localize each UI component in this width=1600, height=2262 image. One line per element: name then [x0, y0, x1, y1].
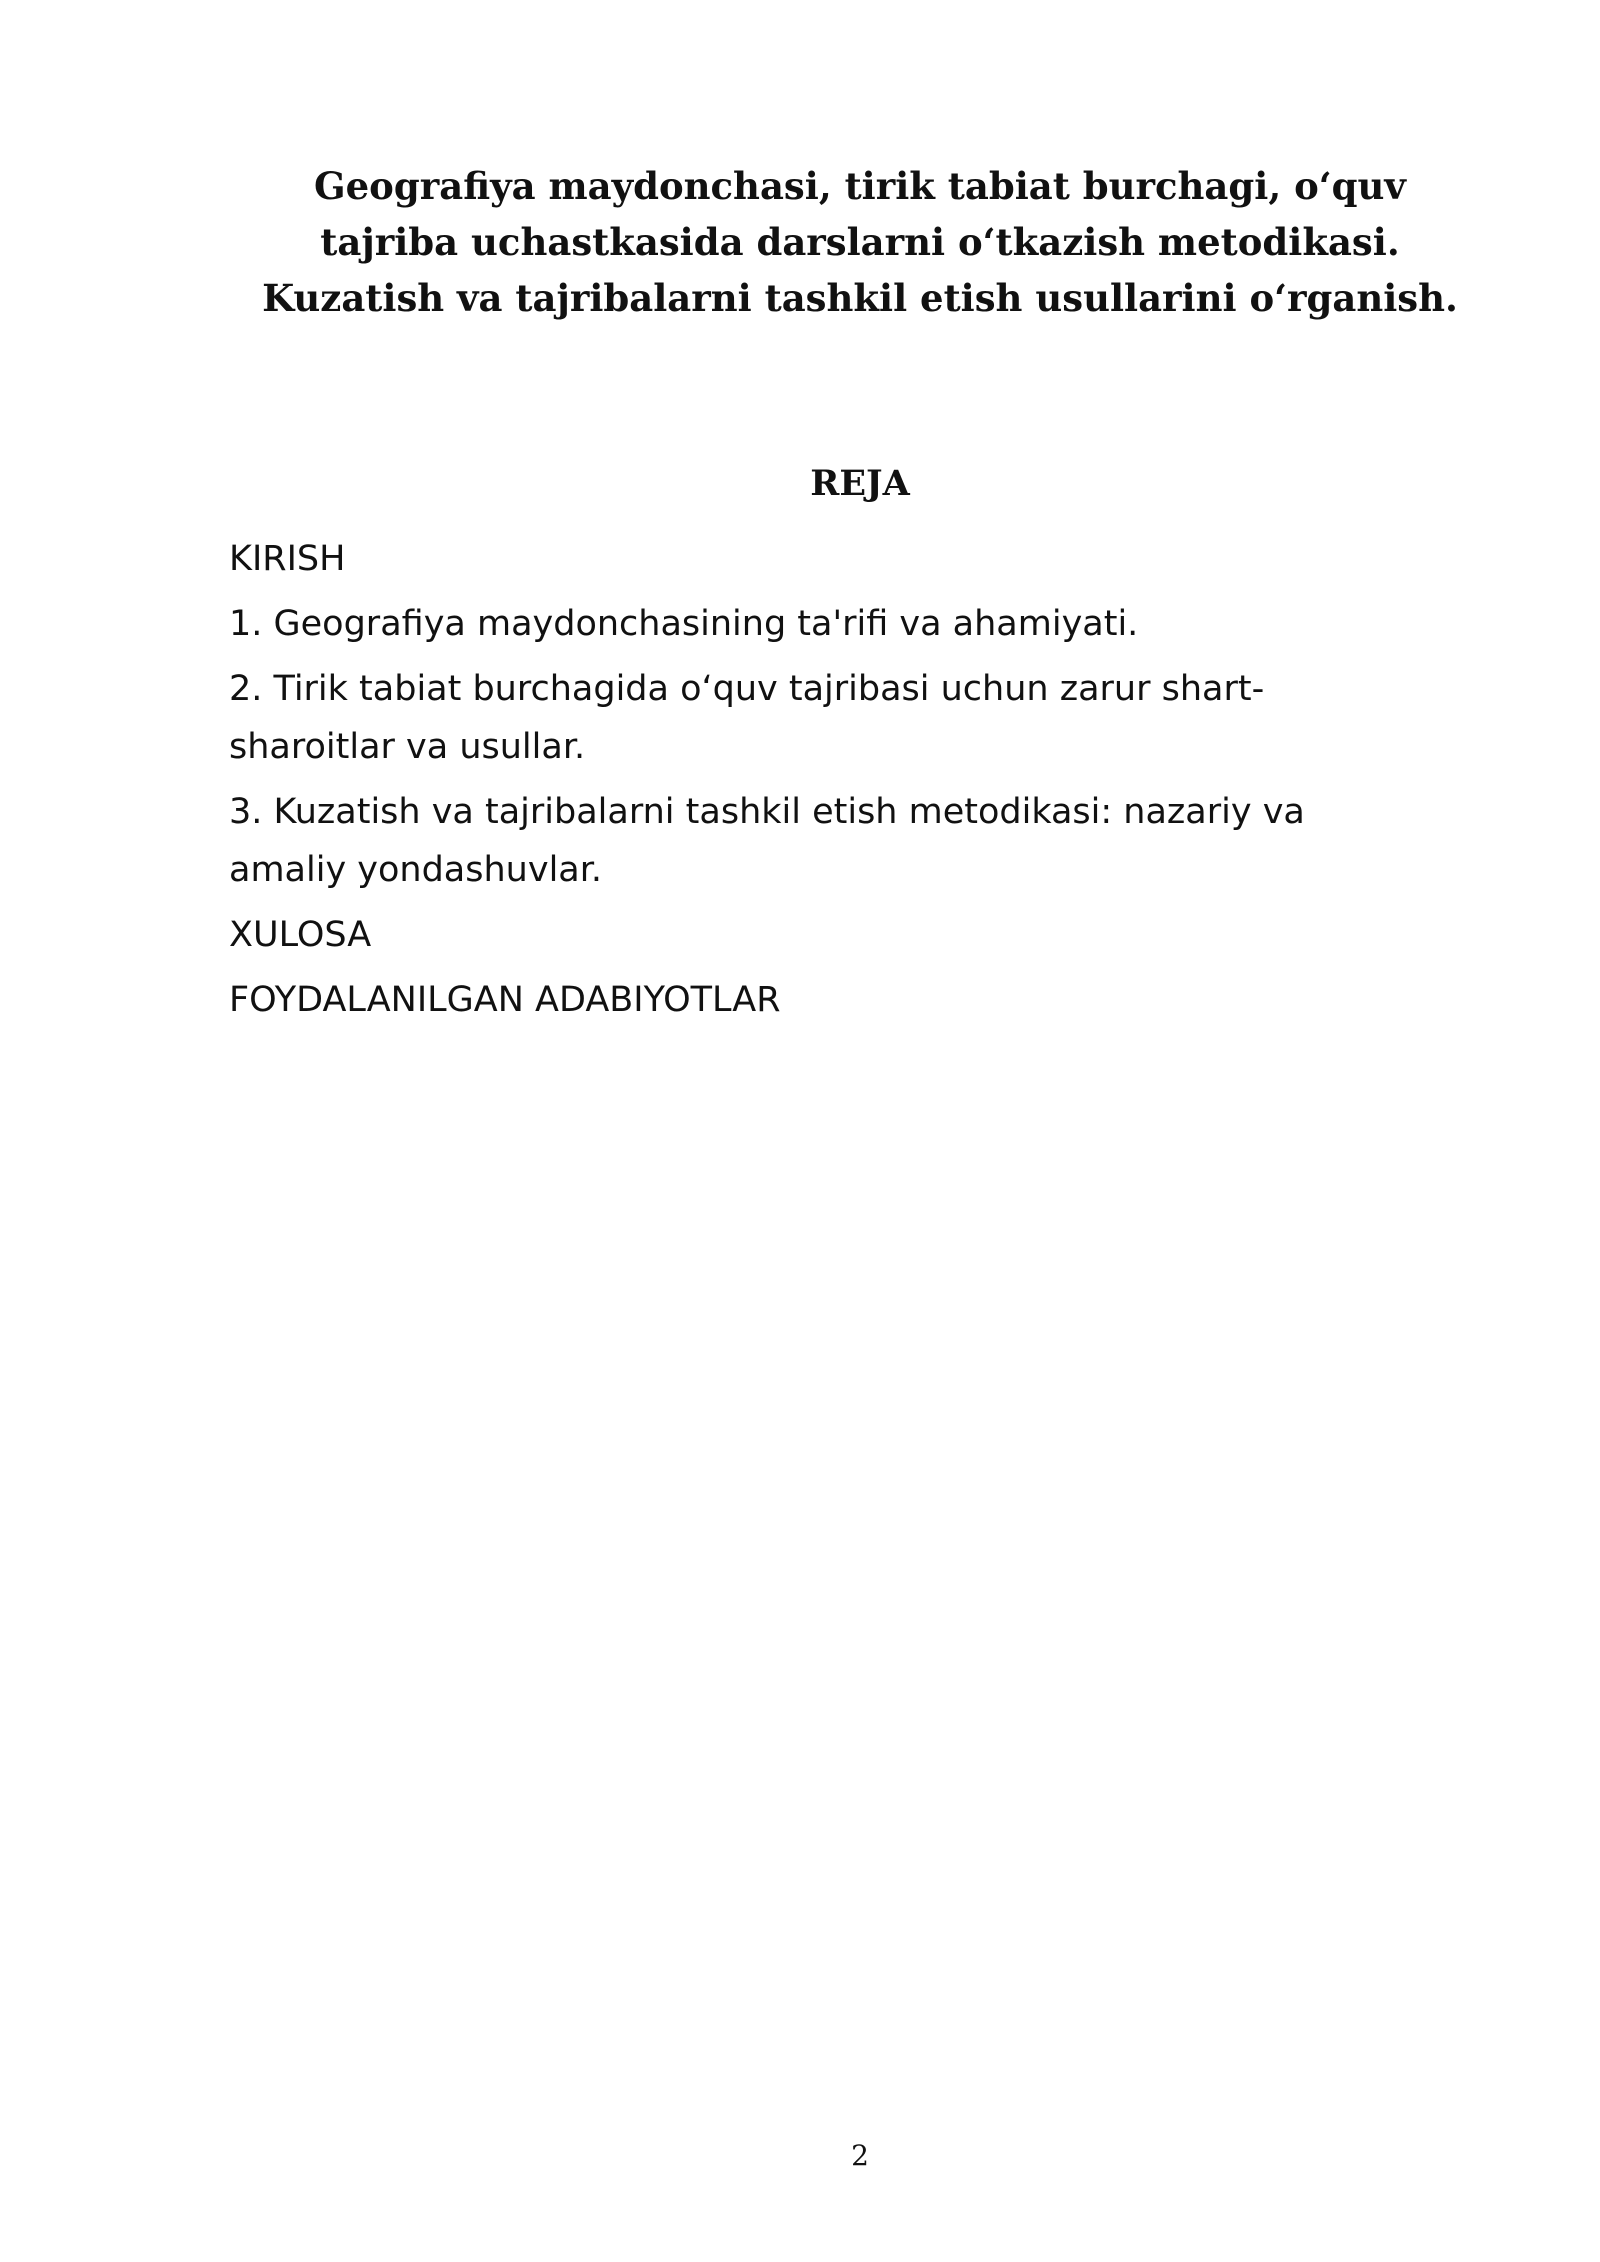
plan-item-references: FOYDALANILGAN ADABIYOTLAR — [229, 980, 781, 1020]
title-line: tajriba uchastkasida darslarni o‘tkazish metodikasi. — [320, 220, 1400, 264]
title-line: Geografiya maydonchasi, tirik tabiat burchagi, o‘quv — [314, 164, 1406, 208]
plan-item-3: 3. Kuzatish va tajribalarni tashkil etish metodikasi: nazariy va — [229, 792, 1305, 832]
plan-item-3-continuation: amaliy yondashuvlar. — [229, 850, 603, 890]
title-line: Kuzatish va tajribalarni tashkil etish usullarini o‘rganish. — [262, 276, 1458, 320]
plan-item-2-continuation: sharoitlar va usullar. — [229, 727, 586, 767]
plan-heading: REJA — [810, 463, 910, 504]
page-number: 2 — [851, 2139, 869, 2172]
plan-item-2: 2. Tirik tabiat burchagida o‘quv tajribasi uchun zarur shart- — [229, 669, 1265, 709]
document-title — [180, 158, 1540, 326]
plan-list — [229, 530, 1419, 1029]
plan-item-conclusion: XULOSA — [229, 915, 372, 955]
plan-item-1: 1. Geografiya maydonchasining ta'rifi va ahamiyati. — [229, 604, 1139, 644]
plan-item-introduction: KIRISH — [229, 539, 346, 579]
